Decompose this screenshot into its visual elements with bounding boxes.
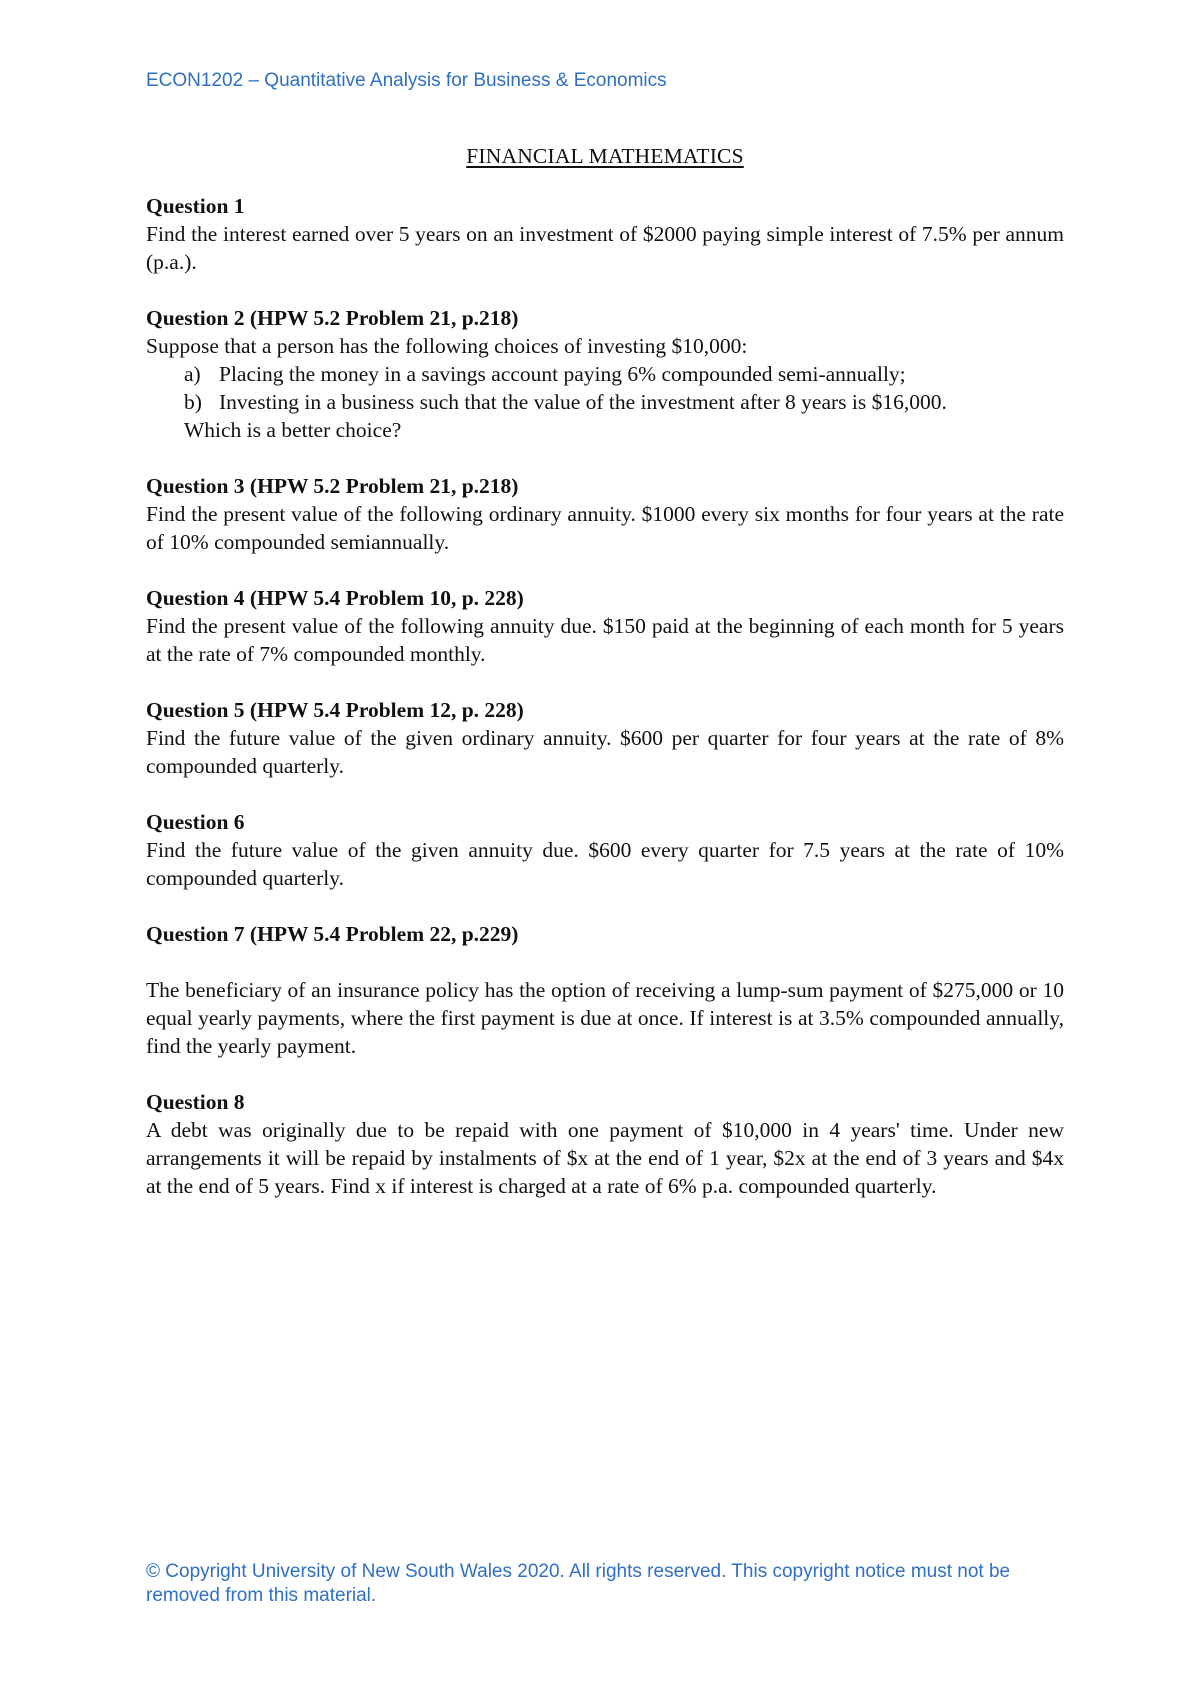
- question-heading: Question 3 (HPW 5.2 Problem 21, p.218): [146, 474, 519, 498]
- option-item: [146, 388, 1064, 416]
- question-text: Find the future value of the given ordinary annuity. $600 per quarter for four years at the rate of 8% compounded quarterly.: [146, 726, 1064, 778]
- question-heading: Question 5 (HPW 5.4 Problem 12, p. 228): [146, 698, 524, 722]
- question-2: [146, 304, 1064, 444]
- option-text: Placing the money in a savings account paying 6% compounded semi-annually;: [219, 362, 906, 386]
- option-marker: b): [184, 390, 202, 414]
- question-text: Find the present value of the following annuity due. $150 paid at the beginning of each month for 5 years at the rate of 7% compounded monthly.: [146, 614, 1064, 666]
- question-4: [146, 584, 1064, 668]
- question-heading: Question 7 (HPW 5.4 Problem 22, p.229): [146, 922, 519, 946]
- document-title: FINANCIAL MATHEMATICS: [466, 144, 744, 168]
- question-heading: Question 1: [146, 194, 245, 218]
- option-item: [146, 360, 1064, 388]
- question-3: [146, 472, 1064, 556]
- question-heading: Question 8: [146, 1090, 245, 1114]
- question-heading: Question 4 (HPW 5.4 Problem 10, p. 228): [146, 586, 524, 610]
- question-heading: Question 2 (HPW 5.2 Problem 21, p.218): [146, 306, 519, 330]
- question-text: Find the present value of the following ordinary annuity. $1000 every six months for four years at the rate of 10% compounded semiannually.: [146, 502, 1064, 554]
- question-6: [146, 808, 1064, 892]
- question-text: Suppose that a person has the following choices of investing $10,000:: [146, 334, 748, 358]
- question-followup: Which is a better choice?: [184, 418, 402, 442]
- question-8: [146, 1088, 1064, 1200]
- question-1: [146, 192, 1064, 276]
- question-text: A debt was originally due to be repaid with one payment of $10,000 in 4 years' time. Under new arrangements it will be repaid by instalments of $x at the end of 1 year, $2x at the end of 3 years and $4x at the end of 5 years. Find x if interest is charged at a rate of 6% p.a. compounded quarterly.: [146, 1118, 1064, 1198]
- option-text: Investing in a business such that the value of the investment after 8 years is $16,000.: [219, 390, 947, 414]
- question-heading: Question 6: [146, 810, 245, 834]
- question-text: Find the future value of the given annuity due. $600 every quarter for 7.5 years at the rate of 10% compounded quarterly.: [146, 838, 1064, 890]
- question-5: [146, 696, 1064, 780]
- question-text: The beneficiary of an insurance policy has the option of receiving a lump-sum payment of $275,000 or 10 equal yearly payments, where the first payment is due at once. If interest is at 3.5% compounded annually, find the yearly payment.: [146, 978, 1064, 1058]
- question-7: [146, 920, 1064, 1060]
- copyright-notice: © Copyright University of New South Wales 2020. All rights reserved. This copyright notice must not be removed from this material.: [146, 1561, 1011, 1606]
- option-marker: a): [184, 362, 201, 386]
- course-header: ECON1202 – Quantitative Analysis for Business & Economics: [146, 70, 667, 91]
- question-text: Find the interest earned over 5 years on an investment of $2000 paying simple interest of 7.5% per annum (p.a.).: [146, 222, 1064, 274]
- option-list: [146, 360, 1064, 416]
- document-body: [146, 142, 1064, 1228]
